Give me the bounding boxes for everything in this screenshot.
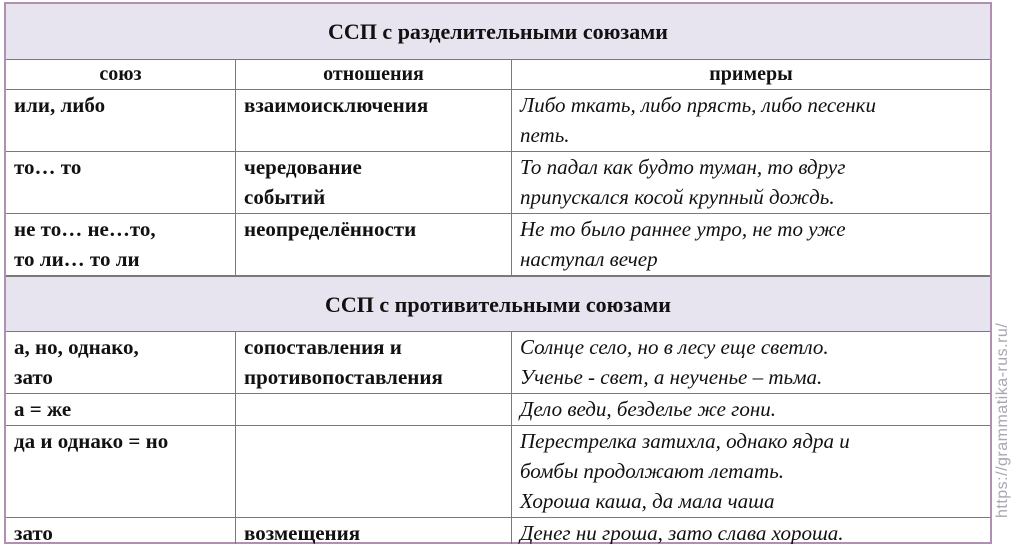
example-cell: Дело веди, безделье же гони. — [520, 397, 777, 421]
example-cell: Перестрелка затихла, однако ядра и бомбы продолжают летать. Хороша каша, да мала чаша — [520, 429, 850, 513]
table-header-row — [6, 60, 990, 90]
relation-cell: сопоставления и противопоставления — [236, 332, 512, 393]
section-title-adversative: ССП с противительными союзами — [6, 276, 990, 332]
header-examples: примеры — [709, 63, 793, 85]
table-row — [6, 426, 990, 518]
conjunction-cell: а, но, однако, зато — [6, 332, 236, 393]
table-row — [6, 518, 990, 544]
site-watermark: https://grammatika-rus.ru/ — [994, 322, 1011, 518]
example-cell: Денег ни гроша, зато слава хороша. — [520, 521, 844, 544]
table-row — [6, 90, 990, 152]
header-conjunction: союз — [6, 60, 236, 89]
relation-cell: чередование событий — [236, 152, 512, 213]
conjunction-cell: или, либо — [6, 90, 236, 151]
example-cell: Либо ткать, либо прясть, либо песенки петь. — [520, 93, 877, 147]
relation-cell — [236, 394, 512, 425]
table-container — [4, 2, 992, 544]
table-row — [6, 214, 990, 276]
relation-cell — [236, 426, 512, 517]
section-title-disjunctive: ССП с разделительными союзами — [6, 4, 990, 60]
example-cell: Солнце село, но в лесу еще светло. Ученье - свет, а неученье – тьма. — [520, 335, 829, 389]
conjunction-cell: а = же — [6, 394, 236, 425]
relation-cell: взаимоисключения — [236, 90, 512, 151]
conjunction-cell: да и однако = но — [6, 426, 236, 517]
example-cell: Не то было раннее утро, не то уже наступал вечер — [520, 217, 846, 271]
header-relations: отношения — [236, 60, 512, 89]
relation-cell: неопределённости — [236, 214, 512, 275]
table-row — [6, 152, 990, 214]
example-cell: То падал как будто туман, то вдруг припускался косой крупный дождь. — [520, 155, 846, 209]
conjunction-cell: зато — [6, 518, 236, 544]
conjunction-cell: не то… не…то, то ли… то ли — [6, 214, 236, 275]
table-row — [6, 394, 990, 426]
table-row — [6, 332, 990, 394]
relation-cell: возмещения — [236, 518, 512, 544]
conjunction-cell: то… то — [6, 152, 236, 213]
